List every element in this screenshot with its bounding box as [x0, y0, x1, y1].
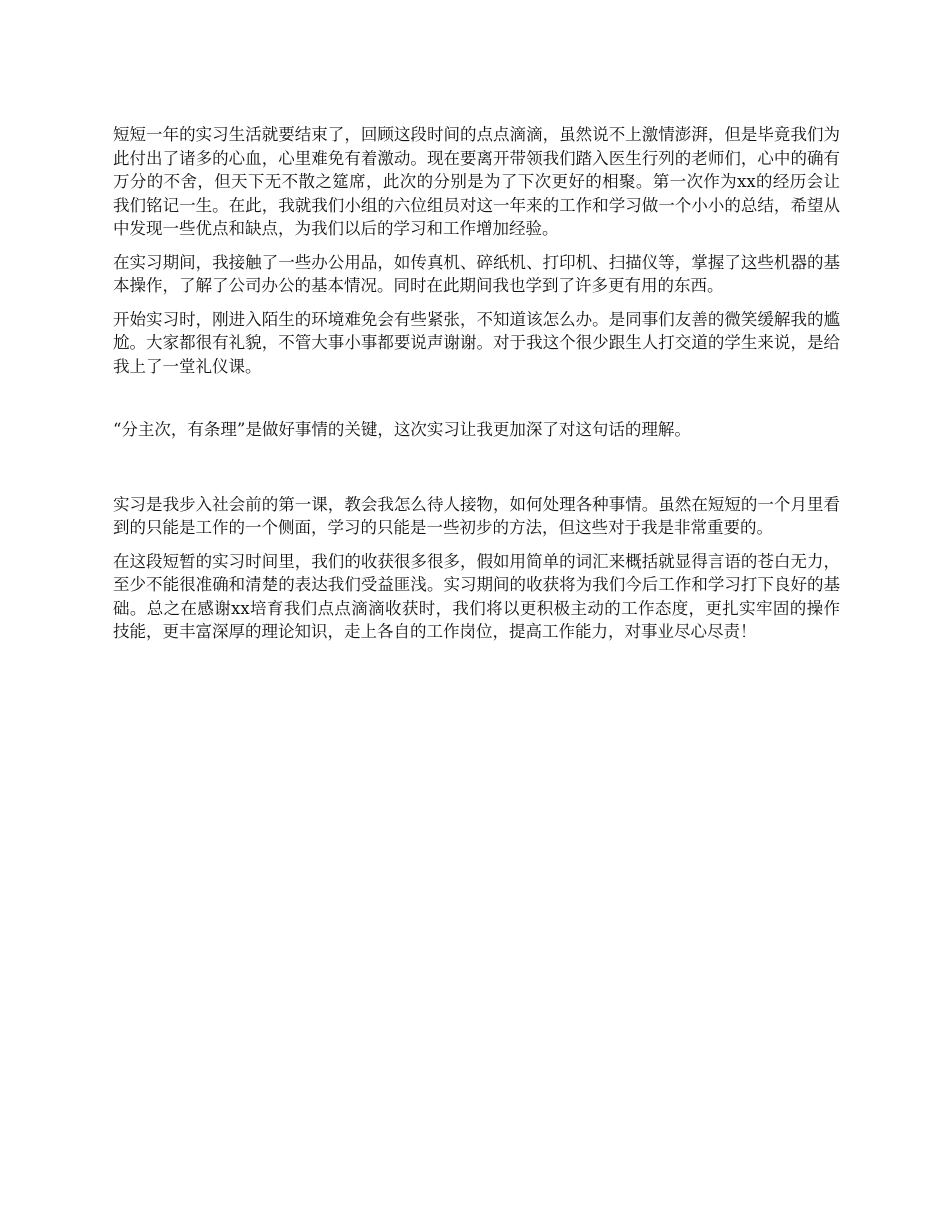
- document-page: [113, 123, 840, 654]
- paragraph-office-equipment: 在实习期间，我接触了一些办公用品，如传真机、碎纸机、打印机、扫描仪等，掌握了这些机器的基本操作，了解了公司办公的基本情况。同时在此期间我也学到了许多更有用的东西。: [113, 252, 840, 295]
- paragraph-key-point: “分主次，有条理”是做好事情的关键，这次实习让我更加深了对这句话的理解。: [113, 420, 691, 439]
- paragraph-intro: 短短一年的实习生活就要结束了，回顾这段时间的点点滴滴，虽然说不上激情澎湃，但是毕竟我们为此付出了诸多的心血，心里难免有着激动。现在要离开带领我们踏入医生行列的老师们，心中的确有万分的不舍，但天下无不散之筵席，此次的分别是为了下次更好的相聚。第一次作为xx的经历会让我们铭记一生。在此，我就我们小组的六位组员对这一年来的工作和学习做一个小小的总结，希望从中发现一些优点和缺点，为我们以后的学习和工作增加经验。: [113, 125, 840, 238]
- paragraph-first-lesson: 实习是我步入社会前的第一课，教会我怎么待人接物，如何处理各种事情。虽然在短短的一个月里看到的只能是工作的一个侧面，学习的只能是一些初步的方法，但这些对于我是非常重要的。: [113, 494, 840, 537]
- paragraph-start-internship: 开始实习时，刚进入陌生的环境难免会有些紧张，不知道该怎么办。是同事们友善的微笑缓解我的尴尬。大家都很有礼貌，不管大事小事都要说声谢谢。对于我这个很少跟生人打交道的学生来说，是给我上了一堂礼仪课。: [113, 309, 840, 376]
- paragraph-conclusion: 在这段短暂的实习时间里，我们的收获很多很多，假如用简单的词汇来概括就显得言语的苍白无力，至少不能很准确和清楚的表达我们受益匪浅。实习期间的收获将为我们今后工作和学习打下良好的基础。总之在感谢xx培育我们点点滴滴收获时，我们将以更积极主动的工作态度，更扎实牢固的操作技能，更丰富深厚的理论知识，走上各自的工作岗位，提高工作能力，对事业尽心尽责！: [113, 551, 840, 641]
